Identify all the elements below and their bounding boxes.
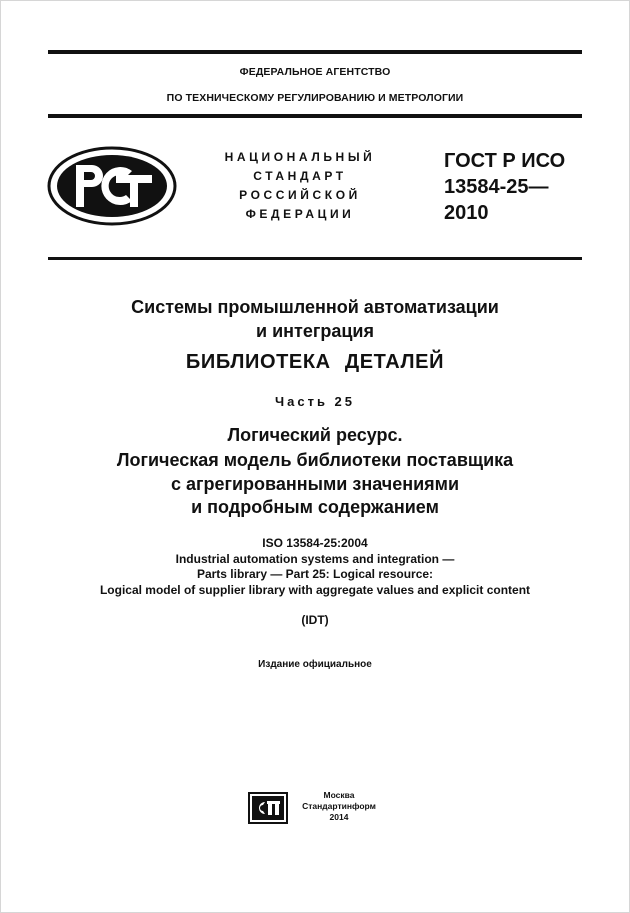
rst-logo-icon xyxy=(46,145,178,227)
main-title: БИБЛИОТЕКА ДЕТАЛЕЙ xyxy=(185,351,445,373)
publisher-block xyxy=(296,790,382,823)
standard-code-line: ГОСТ Р ИСО xyxy=(444,150,566,172)
edition-note: Издание официальное xyxy=(258,659,372,670)
masthead-rule xyxy=(48,257,582,260)
top-rule xyxy=(48,50,582,54)
iso-reference-line: Parts library — Part 25: Logical resource: xyxy=(196,567,434,581)
subtitle-line: Логический ресурс. xyxy=(227,425,403,445)
agency-line-2: ПО ТЕХНИЧЕСКОМУ РЕГУЛИРОВАНИЮ И МЕТРОЛОГИИ xyxy=(166,92,464,104)
title-line: Системы промышленной автоматизации xyxy=(131,297,499,317)
standard-label-line: НАЦИОНАЛЬНЫЙ xyxy=(224,150,376,164)
subtitle-line: с агрегированными значениями xyxy=(170,474,460,494)
agency-line-1: ФЕДЕРАЛЬНОЕ АГЕНТСТВО xyxy=(239,66,391,78)
iso-reference-line: ISO 13584-25:2004 xyxy=(262,536,368,550)
iso-reference-line: Logical model of supplier library with aggregate values and explicit content xyxy=(99,583,531,597)
standard-code xyxy=(444,148,604,226)
iso-reference-line: Industrial automation systems and integration — xyxy=(175,552,455,566)
publisher-name: Стандартинформ xyxy=(302,801,376,811)
standard-label-line: РОССИЙСКОЙ xyxy=(239,188,361,202)
standartinform-logo-icon xyxy=(248,792,288,824)
standard-label-line: СТАНДАРТ xyxy=(253,169,347,183)
publisher-year: 2014 xyxy=(329,812,349,822)
title-line: и интеграция xyxy=(256,321,374,341)
idt-marker: (IDT) xyxy=(301,613,329,627)
subtitle-line: Логическая модель библиотеки поставщика xyxy=(116,450,514,470)
publisher-city: Москва xyxy=(323,790,355,800)
standard-code-line: 13584-25— xyxy=(444,176,549,198)
standard-label-line: ФЕДЕРАЦИИ xyxy=(245,207,355,221)
subtitle-line: и подробным содержанием xyxy=(191,497,439,517)
header-rule xyxy=(48,114,582,118)
part-number: Часть 25 xyxy=(274,394,356,409)
standard-code-line: 2010 xyxy=(444,202,489,224)
